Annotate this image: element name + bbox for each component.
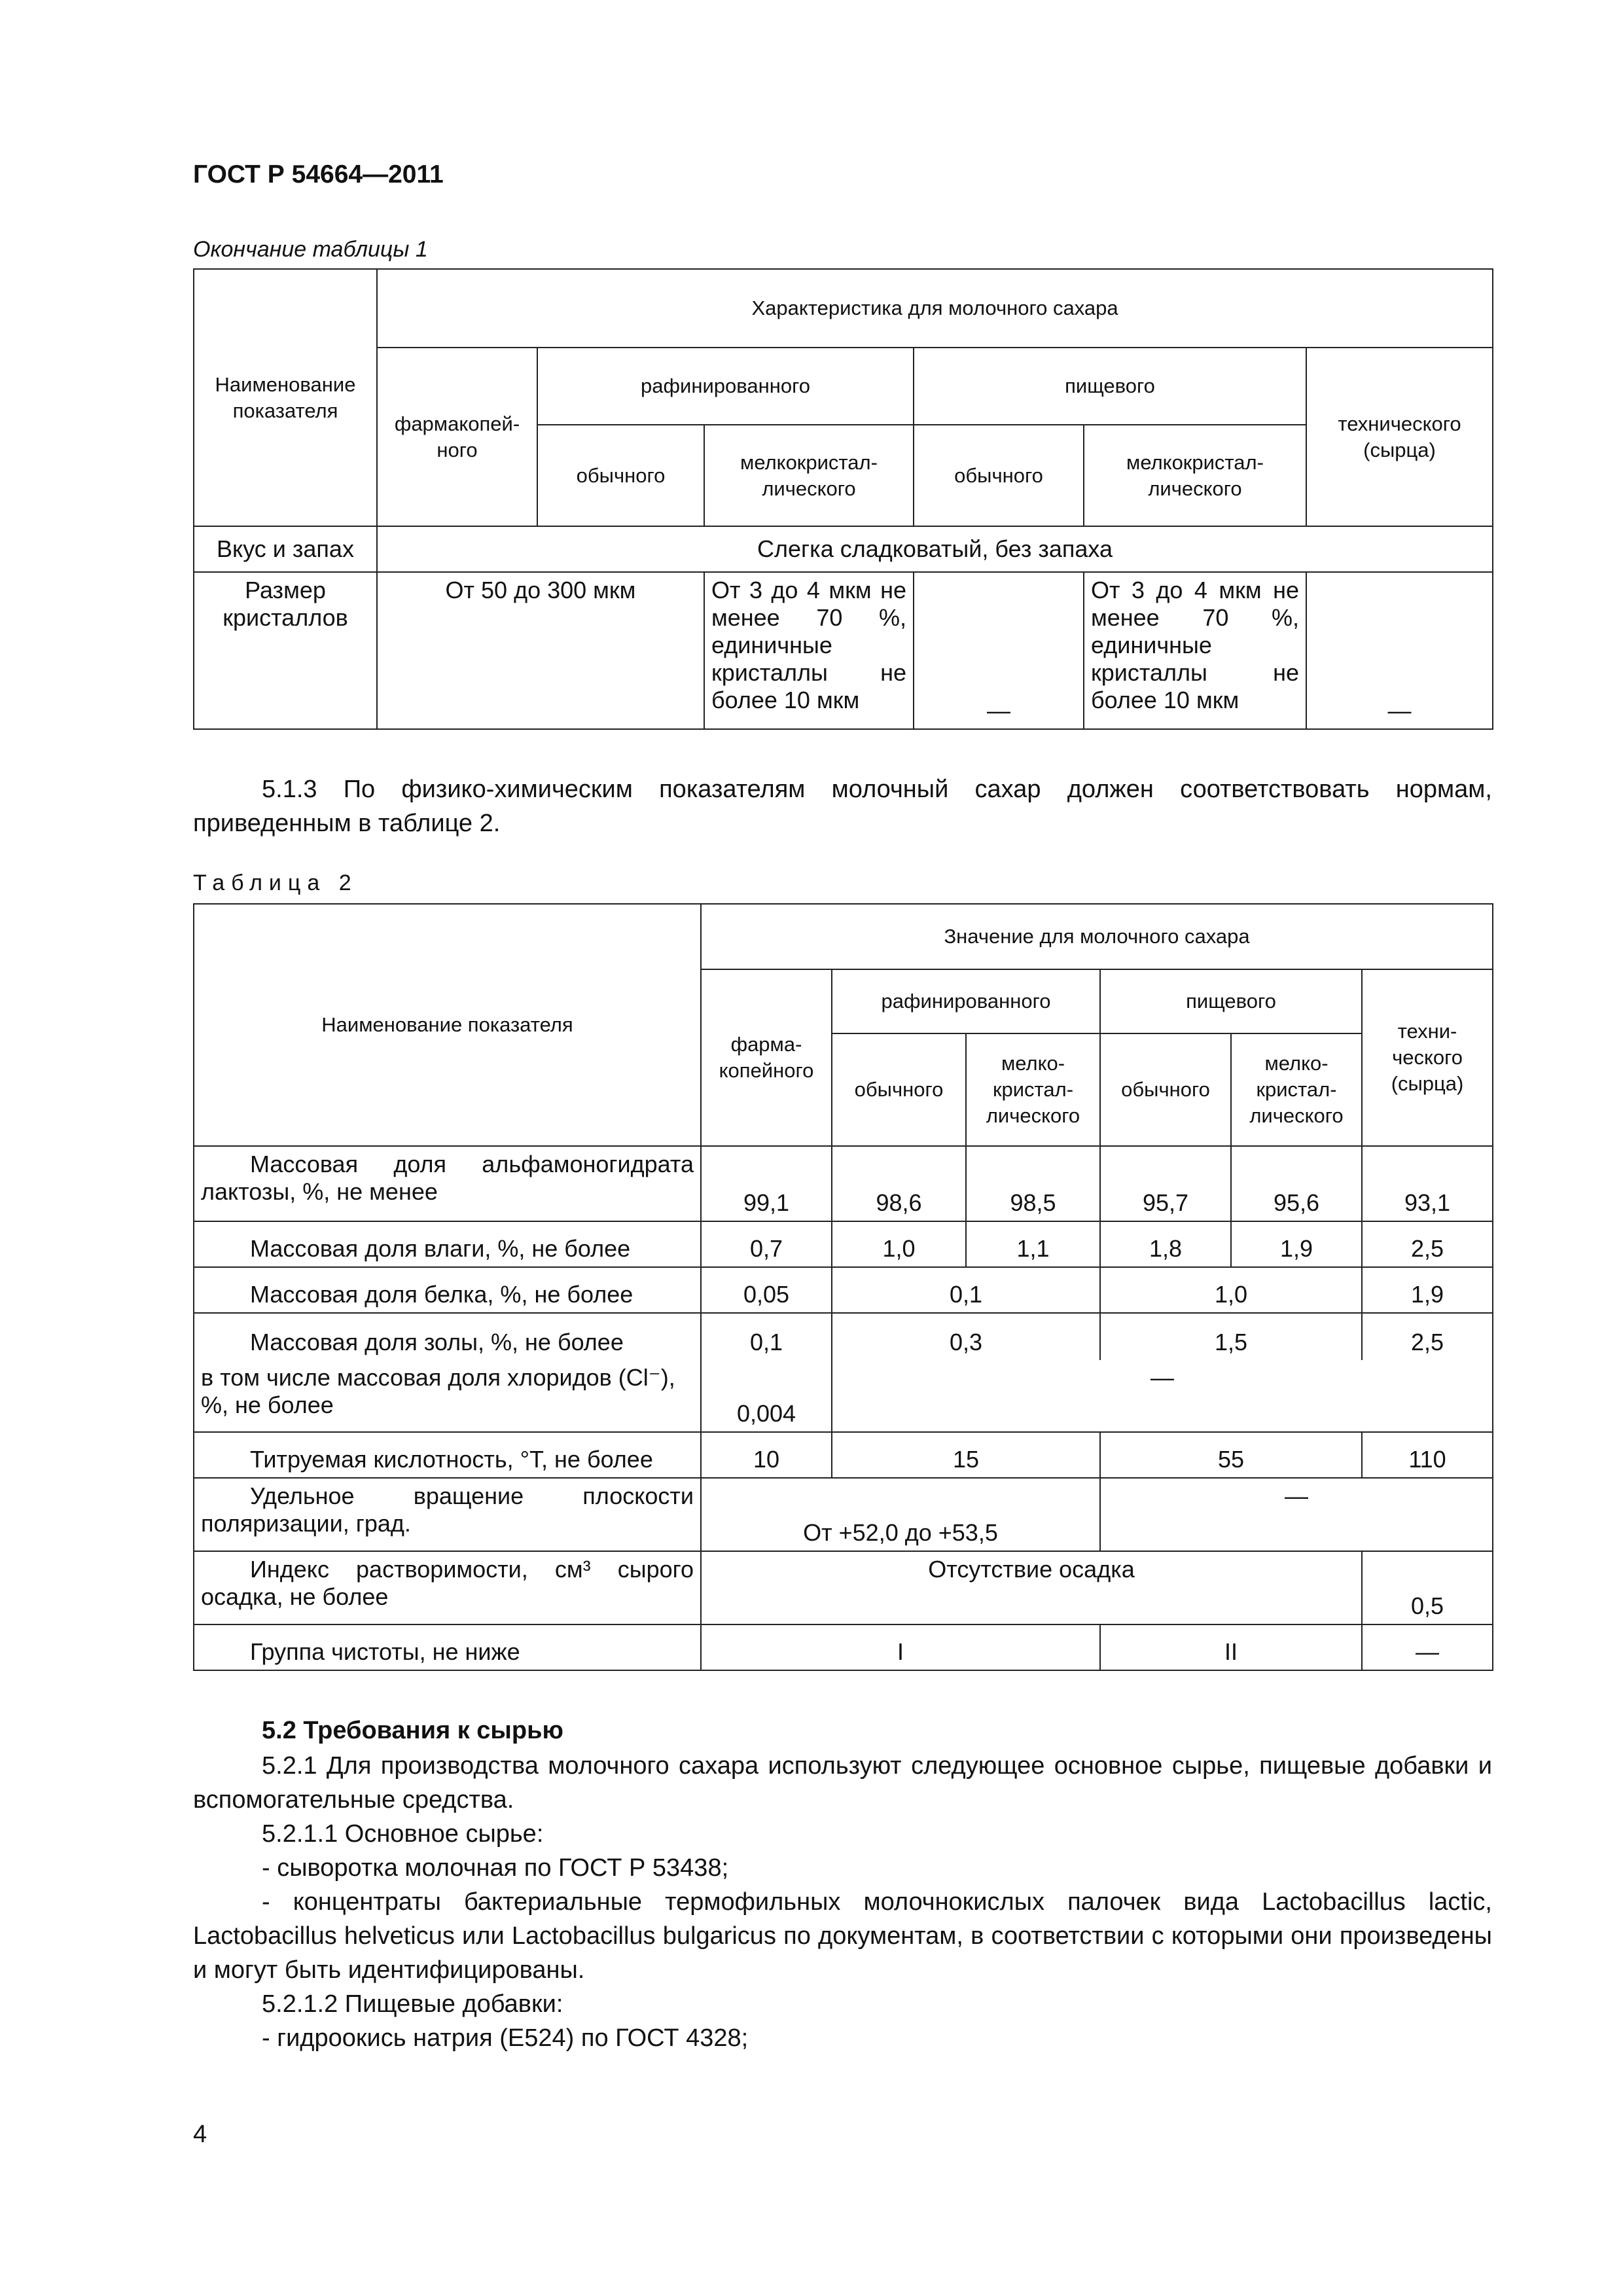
- list-item-whey: - сыворотка молочная по ГОСТ Р 53438;: [262, 1854, 729, 1882]
- t2-row-label: Массовая доля золы, %, не более: [194, 1313, 701, 1360]
- t2-cell: 95,6: [1231, 1146, 1362, 1221]
- t2-cell: 0,3: [832, 1313, 1100, 1360]
- t2-row-label: Удельное вращение плоскости поляризации, град.: [194, 1478, 701, 1551]
- t2-cell: 93,1: [1362, 1146, 1493, 1221]
- t1-taste-value: Слегка сладковатый, без запаха: [377, 526, 1493, 572]
- section-5-2-title: 5.2 Требования к сырью: [262, 1717, 563, 1744]
- t2-cell: 0,05: [701, 1267, 832, 1313]
- t2-cell: 0,7: [701, 1221, 832, 1267]
- page-number: 4: [193, 2121, 207, 2148]
- t1-size-food-fine: От 3 до 4 мкм не менее 70 %, единичные кристаллы не более 10 мкм: [1084, 572, 1306, 729]
- list-item-sodium-hydroxide: - гидроокись натрия (Е524) по ГОСТ 4328;: [262, 2024, 749, 2052]
- t2-cell: 0,1: [701, 1313, 832, 1360]
- t2-group-header: Значение для молочного сахара: [701, 904, 1493, 969]
- t2-cell: 1,9: [1231, 1221, 1362, 1267]
- table2-caption: Таблица 2: [193, 870, 358, 895]
- t2-refined-header: рафинированного: [832, 969, 1100, 1033]
- t2-cell: I: [701, 1624, 1100, 1670]
- t1-param-header: Наименование показателя: [194, 269, 377, 526]
- t2-cell: От +52,0 до +53,5: [701, 1478, 1100, 1551]
- t1-size-food-usual: —: [914, 572, 1084, 729]
- t2-cell: 0,5: [1362, 1551, 1493, 1624]
- t2-row-label: Массовая доля альфамоногидрата лактозы, %, не менее: [194, 1146, 701, 1221]
- t2-cell: 55: [1100, 1432, 1362, 1478]
- t2-cell: 1,0: [1100, 1267, 1362, 1313]
- t2-cell: 0,004: [701, 1360, 832, 1432]
- table1-caption: Окончание таблицы 1: [193, 237, 428, 262]
- document-header: ГОСТ Р 54664—2011: [193, 160, 444, 188]
- t2-pharma-header: фарма-копейного: [701, 969, 832, 1146]
- paragraph-5-2-1: 5.2.1 Для производства молочного сахара используют следующее основное сырье, пищевые добавки и вспомогательные средства.: [193, 1752, 1492, 1814]
- t1-taste-label: Вкус и запах: [194, 526, 377, 572]
- t1-refined-usual: обычного: [537, 425, 704, 526]
- t2-cell: —: [832, 1360, 1493, 1432]
- t1-size-pharma-refined: От 50 до 300 мкм: [377, 572, 704, 729]
- t2-cell: 1,5: [1100, 1313, 1362, 1360]
- list-item-concentrates: - концентраты бактериальные термофильных молочнокислых палочек вида Lactobacillus lactic, Lactobacillus helveticus или Lactobacillus bulgaricus по документам, в соответствии с которыми они произведены и могут быть идентифицированы.: [193, 1888, 1492, 1984]
- t2-cell: —: [1100, 1478, 1493, 1551]
- t2-food-usual: обычного: [1100, 1033, 1231, 1146]
- t2-row-label: Массовая доля влаги, %, не более: [194, 1221, 701, 1267]
- t2-cell: 2,5: [1362, 1221, 1493, 1267]
- paragraph-5-2-1-2: 5.2.1.2 Пищевые добавки:: [262, 1990, 563, 2018]
- t2-technical-header: техни-ческого (сырца): [1362, 969, 1493, 1146]
- t2-row-label: Группа чистоты, не ниже: [194, 1624, 701, 1670]
- t2-cell: 15: [832, 1432, 1100, 1478]
- t2-cell: 98,5: [966, 1146, 1100, 1221]
- t2-cell: 2,5: [1362, 1313, 1493, 1360]
- t1-size-label: Размер кристаллов: [194, 572, 377, 729]
- t2-cell: 110: [1362, 1432, 1493, 1478]
- t1-size-technical: —: [1306, 572, 1493, 729]
- table-2: [193, 903, 1493, 1671]
- t2-cell: 1,0: [832, 1221, 966, 1267]
- t1-size-refined-fine: От 3 до 4 мкм не менее 70 %, единичные кристаллы не более 10 мкм: [704, 572, 914, 729]
- t2-cell: 1,1: [966, 1221, 1100, 1267]
- t1-refined-fine: мелкокристал-лического: [704, 425, 914, 526]
- t1-group-header: Характеристика для молочного сахара: [377, 269, 1493, 348]
- t1-food-header: пищевого: [914, 348, 1306, 425]
- t2-cell: —: [1362, 1624, 1493, 1670]
- t2-row-label: Индекс растворимости, см³ сырого осадка, не более: [194, 1551, 701, 1624]
- t2-param-header: Наименование показателя: [194, 904, 701, 1146]
- t2-food-fine: мелко-кристал-лического: [1231, 1033, 1362, 1146]
- t2-cell: 10: [701, 1432, 832, 1478]
- t2-cell: 95,7: [1100, 1146, 1231, 1221]
- t1-food-usual: обычного: [914, 425, 1084, 526]
- t2-row-label: Массовая доля белка, %, не более: [194, 1267, 701, 1313]
- t1-refined-header: рафинированного: [537, 348, 914, 425]
- t2-cell: 99,1: [701, 1146, 832, 1221]
- t2-cell: Отсутствие осадка: [701, 1551, 1362, 1624]
- t2-cell: 0,1: [832, 1267, 1100, 1313]
- t1-food-fine: мелкокристал-лического: [1084, 425, 1306, 526]
- t1-technical-header: технического (сырца): [1306, 348, 1493, 526]
- t2-cell: II: [1100, 1624, 1362, 1670]
- paragraph-5-1-3: 5.1.3 По физико-химическим показателям молочный сахар должен соответствовать нормам, приведенным в таблице 2.: [193, 776, 1492, 837]
- t2-cell: 98,6: [832, 1146, 966, 1221]
- table-1: [193, 268, 1493, 730]
- t2-food-header: пищевого: [1100, 969, 1362, 1033]
- t2-refined-usual: обычного: [832, 1033, 966, 1146]
- paragraph-5-2-1-1: 5.2.1.1 Основное сырье:: [262, 1820, 544, 1848]
- t2-cell: 1,8: [1100, 1221, 1231, 1267]
- t2-row-label: в том числе массовая доля хлоридов (Cl⁻), %, не более: [194, 1360, 701, 1432]
- t2-cell: 1,9: [1362, 1267, 1493, 1313]
- t2-row-label: Титруемая кислотность, °Т, не более: [194, 1432, 701, 1478]
- t2-refined-fine: мелко-кристал-лического: [966, 1033, 1100, 1146]
- t1-pharma-header: фармакопей-ного: [377, 348, 537, 526]
